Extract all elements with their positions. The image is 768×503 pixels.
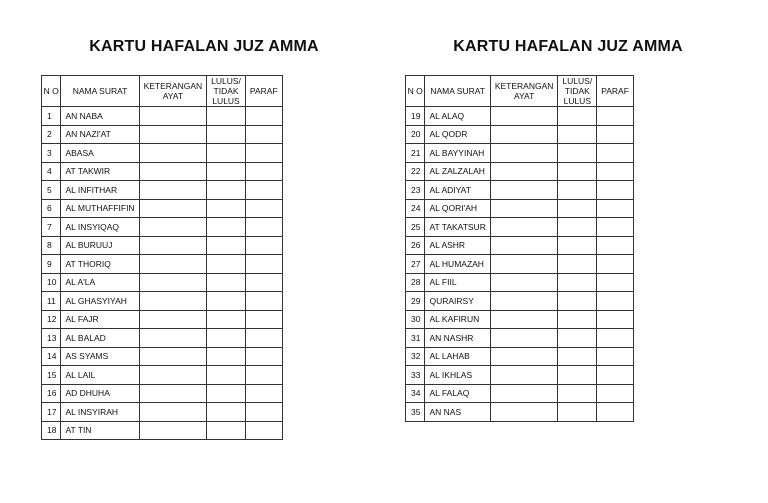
surat-name: AL FIIL	[425, 273, 490, 292]
paraf-cell[interactable]	[245, 255, 282, 274]
row-number: 30	[406, 310, 425, 329]
table-row	[406, 329, 634, 348]
row-number: 31	[406, 329, 425, 348]
keterangan-ayat-cell[interactable]	[139, 366, 207, 385]
keterangan-ayat-cell[interactable]	[139, 273, 207, 292]
keterangan-ayat-cell[interactable]	[490, 292, 558, 311]
table-row	[406, 162, 634, 181]
paraf-cell[interactable]	[245, 125, 282, 144]
surat-name: AL ADIYAT	[425, 181, 490, 200]
table-row	[406, 310, 634, 329]
paraf-cell[interactable]	[597, 310, 634, 329]
lulus-cell[interactable]	[207, 125, 246, 144]
lulus-cell[interactable]	[207, 421, 246, 440]
paraf-cell[interactable]	[245, 162, 282, 181]
lulus-cell[interactable]	[558, 199, 597, 218]
row-number: 18	[42, 421, 61, 440]
surat-name: AL INFITHAR	[61, 181, 139, 200]
lulus-cell[interactable]	[558, 310, 597, 329]
keterangan-ayat-cell[interactable]	[490, 181, 558, 200]
keterangan-ayat-cell[interactable]	[490, 347, 558, 366]
surat-name: AL IKHLAS	[425, 366, 490, 385]
row-number: 21	[406, 144, 425, 163]
paraf-cell[interactable]	[597, 125, 634, 144]
surat-name: AL ALAQ	[425, 107, 490, 126]
row-number: 2	[42, 125, 61, 144]
row-number: 8	[42, 236, 61, 255]
table-row	[406, 199, 634, 218]
paraf-cell[interactable]	[597, 255, 634, 274]
header-paraf: PARAF	[245, 76, 282, 107]
table-row	[406, 255, 634, 274]
table-row	[42, 347, 283, 366]
keterangan-ayat-cell[interactable]	[490, 162, 558, 181]
surat-name: AN NABA	[61, 107, 139, 126]
card-title: KARTU HAFALAN JUZ AMMA	[453, 38, 683, 55]
surat-name: AL BAYYINAH	[425, 144, 490, 163]
surat-name: AL KAFIRUN	[425, 310, 490, 329]
row-number: 7	[42, 218, 61, 237]
keterangan-ayat-cell[interactable]	[139, 162, 207, 181]
paraf-cell[interactable]	[245, 384, 282, 403]
surat-name: AL LAHAB	[425, 347, 490, 366]
keterangan-ayat-cell[interactable]	[139, 181, 207, 200]
table-row	[406, 292, 634, 311]
row-number: 26	[406, 236, 425, 255]
paraf-cell[interactable]	[245, 199, 282, 218]
keterangan-ayat-cell[interactable]	[139, 125, 207, 144]
table-row	[42, 366, 283, 385]
table-row	[42, 144, 283, 163]
paraf-cell[interactable]	[597, 384, 634, 403]
row-number: 34	[406, 384, 425, 403]
keterangan-ayat-cell[interactable]	[139, 384, 207, 403]
lulus-cell[interactable]	[207, 366, 246, 385]
table-row	[42, 199, 283, 218]
lulus-cell[interactable]	[558, 347, 597, 366]
lulus-cell[interactable]	[558, 292, 597, 311]
paraf-cell[interactable]	[245, 421, 282, 440]
table-row	[406, 366, 634, 385]
keterangan-ayat-cell[interactable]	[139, 218, 207, 237]
keterangan-ayat-cell[interactable]	[139, 310, 207, 329]
keterangan-ayat-cell[interactable]	[139, 329, 207, 348]
table-row	[406, 273, 634, 292]
keterangan-ayat-cell[interactable]	[490, 107, 558, 126]
row-number: 33	[406, 366, 425, 385]
table-row	[42, 403, 283, 422]
lulus-cell[interactable]	[558, 107, 597, 126]
surat-name: AS SYAMS	[61, 347, 139, 366]
keterangan-ayat-cell[interactable]	[490, 218, 558, 237]
table-row	[42, 218, 283, 237]
paraf-cell[interactable]	[597, 329, 634, 348]
row-number: 22	[406, 162, 425, 181]
lulus-cell[interactable]	[207, 218, 246, 237]
surat-name: AL LAIL	[61, 366, 139, 385]
lulus-cell[interactable]	[207, 236, 246, 255]
keterangan-ayat-cell[interactable]	[139, 236, 207, 255]
lulus-cell[interactable]	[207, 329, 246, 348]
surat-name: AL FALAQ	[425, 384, 490, 403]
lulus-cell[interactable]	[558, 255, 597, 274]
row-number: 11	[42, 292, 61, 311]
row-number: 6	[42, 199, 61, 218]
lulus-cell[interactable]	[207, 144, 246, 163]
surat-name: AL QORI'AH	[425, 199, 490, 218]
lulus-cell[interactable]	[207, 255, 246, 274]
row-number: 3	[42, 144, 61, 163]
lulus-cell[interactable]	[558, 125, 597, 144]
lulus-cell[interactable]	[207, 292, 246, 311]
keterangan-ayat-cell[interactable]	[139, 403, 207, 422]
paraf-cell[interactable]	[245, 107, 282, 126]
row-number: 32	[406, 347, 425, 366]
row-number: 14	[42, 347, 61, 366]
paraf-cell[interactable]	[597, 273, 634, 292]
surat-name: AL A'LA	[61, 273, 139, 292]
table-row	[42, 125, 283, 144]
hafalan-table	[41, 75, 283, 440]
paraf-cell[interactable]	[597, 347, 634, 366]
surat-name: AD DHUHA	[61, 384, 139, 403]
paraf-cell[interactable]	[245, 366, 282, 385]
row-number: 1	[42, 107, 61, 126]
lulus-cell[interactable]	[207, 162, 246, 181]
paraf-cell[interactable]	[597, 107, 634, 126]
lulus-cell[interactable]	[207, 384, 246, 403]
table-row	[406, 125, 634, 144]
row-number: 13	[42, 329, 61, 348]
keterangan-ayat-cell[interactable]	[490, 329, 558, 348]
row-number: 16	[42, 384, 61, 403]
keterangan-ayat-cell[interactable]	[490, 384, 558, 403]
header-keterangan-ayat: KETERANGAN AYAT	[490, 76, 558, 107]
row-number: 5	[42, 181, 61, 200]
lulus-cell[interactable]	[207, 403, 246, 422]
keterangan-ayat-cell[interactable]	[490, 273, 558, 292]
header-row	[406, 76, 634, 107]
lulus-cell[interactable]	[558, 403, 597, 422]
keterangan-ayat-cell[interactable]	[490, 236, 558, 255]
surat-name: AN NAS	[425, 403, 490, 422]
keterangan-ayat-cell[interactable]	[139, 347, 207, 366]
surat-name: AL HUMAZAH	[425, 255, 490, 274]
surat-name: AL ZALZALAH	[425, 162, 490, 181]
surat-name: AL GHASYIYAH	[61, 292, 139, 311]
surat-name: AN NASHR	[425, 329, 490, 348]
table-row	[42, 421, 283, 440]
lulus-cell[interactable]	[558, 273, 597, 292]
table-row	[406, 181, 634, 200]
lulus-cell[interactable]	[207, 181, 246, 200]
keterangan-ayat-cell[interactable]	[490, 403, 558, 422]
hafalan-table	[405, 75, 634, 422]
lulus-cell[interactable]	[558, 366, 597, 385]
surat-name: AL INSYIRAH	[61, 403, 139, 422]
surat-name: AT THORIQ	[61, 255, 139, 274]
lulus-cell[interactable]	[207, 273, 246, 292]
paraf-cell[interactable]	[597, 366, 634, 385]
row-number: 12	[42, 310, 61, 329]
row-number: 28	[406, 273, 425, 292]
table-row	[406, 218, 634, 237]
lulus-cell[interactable]	[558, 144, 597, 163]
keterangan-ayat-cell[interactable]	[490, 144, 558, 163]
table-row	[42, 107, 283, 126]
lulus-cell[interactable]	[207, 199, 246, 218]
table-row	[42, 236, 283, 255]
surat-name: AT TAKWIR	[61, 162, 139, 181]
row-number: 17	[42, 403, 61, 422]
surat-name: AL MUTHAFFIFIN	[61, 199, 139, 218]
surat-name: AL INSYIQAQ	[61, 218, 139, 237]
paraf-cell[interactable]	[245, 181, 282, 200]
table-row	[42, 255, 283, 274]
header-nama-surat: NAMA SURAT	[425, 76, 490, 107]
lulus-cell[interactable]	[207, 347, 246, 366]
header-no: N O	[42, 76, 61, 107]
paraf-cell[interactable]	[245, 310, 282, 329]
row-number: 15	[42, 366, 61, 385]
keterangan-ayat-cell[interactable]	[139, 421, 207, 440]
surat-name: AL BALAD	[61, 329, 139, 348]
row-number: 9	[42, 255, 61, 274]
header-lulus: LULUS/ TIDAK LULUS	[207, 76, 246, 107]
lulus-cell[interactable]	[558, 218, 597, 237]
keterangan-ayat-cell[interactable]	[139, 255, 207, 274]
paraf-cell[interactable]	[597, 292, 634, 311]
surat-name: AL FAJR	[61, 310, 139, 329]
surat-name: QURAIRSY	[425, 292, 490, 311]
lulus-cell[interactable]	[207, 310, 246, 329]
lulus-cell[interactable]	[558, 162, 597, 181]
surat-name: AN NAZI'AT	[61, 125, 139, 144]
lulus-cell[interactable]	[558, 329, 597, 348]
table-row	[42, 384, 283, 403]
surat-name: AT TAKATSUR	[425, 218, 490, 237]
paraf-cell[interactable]	[245, 347, 282, 366]
paraf-cell[interactable]	[245, 329, 282, 348]
keterangan-ayat-cell[interactable]	[139, 199, 207, 218]
keterangan-ayat-cell[interactable]	[490, 255, 558, 274]
paraf-cell[interactable]	[245, 236, 282, 255]
keterangan-ayat-cell[interactable]	[139, 107, 207, 126]
table-row	[406, 384, 634, 403]
surat-name: AL ASHR	[425, 236, 490, 255]
table-row	[42, 310, 283, 329]
header-nama-surat: NAMA SURAT	[61, 76, 139, 107]
table-row	[406, 236, 634, 255]
paraf-cell[interactable]	[597, 181, 634, 200]
table-row	[406, 347, 634, 366]
row-number: 29	[406, 292, 425, 311]
paraf-cell[interactable]	[597, 162, 634, 181]
keterangan-ayat-cell[interactable]	[490, 310, 558, 329]
header-paraf: PARAF	[597, 76, 634, 107]
table-row	[406, 144, 634, 163]
paraf-cell[interactable]	[245, 292, 282, 311]
surat-name: ABASA	[61, 144, 139, 163]
keterangan-ayat-cell[interactable]	[490, 199, 558, 218]
lulus-cell[interactable]	[207, 107, 246, 126]
paraf-cell[interactable]	[597, 199, 634, 218]
header-row	[42, 76, 283, 107]
keterangan-ayat-cell[interactable]	[139, 144, 207, 163]
row-number: 20	[406, 125, 425, 144]
paraf-cell[interactable]	[597, 218, 634, 237]
paraf-cell[interactable]	[597, 403, 634, 422]
keterangan-ayat-cell[interactable]	[490, 125, 558, 144]
table-row	[42, 292, 283, 311]
table-row	[42, 329, 283, 348]
paraf-cell[interactable]	[245, 403, 282, 422]
surat-name: AL BURUUJ	[61, 236, 139, 255]
row-number: 10	[42, 273, 61, 292]
table-row	[42, 181, 283, 200]
row-number: 25	[406, 218, 425, 237]
surat-name: AT TIN	[61, 421, 139, 440]
header-lulus: LULUS/ TIDAK LULUS	[558, 76, 597, 107]
card-title: KARTU HAFALAN JUZ AMMA	[89, 38, 319, 55]
header-keterangan-ayat: KETERANGAN AYAT	[139, 76, 207, 107]
row-number: 35	[406, 403, 425, 422]
surat-name: AL QODR	[425, 125, 490, 144]
paraf-cell[interactable]	[245, 218, 282, 237]
lulus-cell[interactable]	[558, 384, 597, 403]
keterangan-ayat-cell[interactable]	[139, 292, 207, 311]
row-number: 23	[406, 181, 425, 200]
table-row	[406, 403, 634, 422]
lulus-cell[interactable]	[558, 181, 597, 200]
table-row	[406, 107, 634, 126]
lulus-cell[interactable]	[558, 236, 597, 255]
row-number: 4	[42, 162, 61, 181]
paraf-cell[interactable]	[245, 144, 282, 163]
row-number: 27	[406, 255, 425, 274]
keterangan-ayat-cell[interactable]	[490, 366, 558, 385]
row-number: 24	[406, 199, 425, 218]
paraf-cell[interactable]	[245, 273, 282, 292]
row-number: 19	[406, 107, 425, 126]
paraf-cell[interactable]	[597, 144, 634, 163]
table-row	[42, 162, 283, 181]
table-row	[42, 273, 283, 292]
paraf-cell[interactable]	[597, 236, 634, 255]
header-no: N O	[406, 76, 425, 107]
